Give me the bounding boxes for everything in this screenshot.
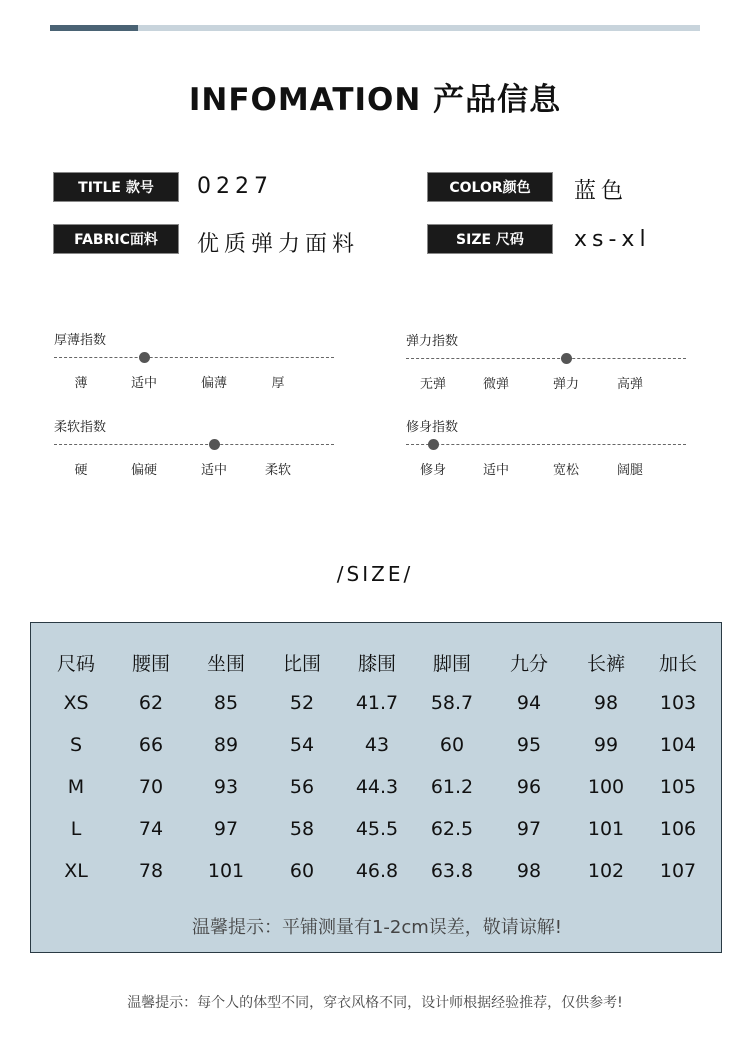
table-cell: 101 xyxy=(207,860,245,882)
table-cell: 99 xyxy=(593,734,619,756)
table-cell: 56 xyxy=(289,776,315,798)
table-cell: 58 xyxy=(289,818,315,840)
table-cell: 95 xyxy=(516,734,542,756)
table-cell: 62.5 xyxy=(430,818,474,840)
scale-label: 弹力指数 xyxy=(406,334,459,349)
table-header-cell: 长裤 xyxy=(586,653,625,675)
scale-label: 柔软指数 xyxy=(54,420,107,435)
table-cell: 44.3 xyxy=(355,776,399,798)
scale-option: 阔腿 xyxy=(616,463,643,478)
table-cell: 98 xyxy=(516,860,542,882)
table-cell: 96 xyxy=(516,776,542,798)
fabric-value: 优质弹力面料 xyxy=(197,232,360,257)
title-tag: TITLE 款号 xyxy=(54,173,178,201)
table-cell: 60 xyxy=(439,734,465,756)
table-cell: 45.5 xyxy=(355,818,399,840)
scale-label: 修身指数 xyxy=(406,420,459,435)
table-cell: 78 xyxy=(138,860,164,882)
table-cell: 63.8 xyxy=(430,860,474,882)
table-header-cell: 脚围 xyxy=(432,653,471,675)
table-cell: 94 xyxy=(516,692,542,714)
scale-indicator xyxy=(561,353,572,364)
table-cell: 43 xyxy=(364,734,390,756)
color-tag: COLOR颜色 xyxy=(428,173,552,201)
table-cell: M xyxy=(67,776,85,798)
scale-indicator xyxy=(139,352,150,363)
table-cell: 101 xyxy=(587,818,625,840)
scale-option: 宽松 xyxy=(552,463,579,478)
scale-option: 适中 xyxy=(482,463,509,478)
table-cell: 46.8 xyxy=(355,860,399,882)
top-accent-bar xyxy=(50,25,700,31)
scale-option: 适中 xyxy=(200,463,227,478)
table-header-cell: 九分 xyxy=(509,653,548,675)
table-cell: 74 xyxy=(138,818,164,840)
table-header-cell: 坐围 xyxy=(206,653,245,675)
top-accent-bar-dark xyxy=(50,25,138,31)
table-cell: 97 xyxy=(213,818,239,840)
scale-option: 高弹 xyxy=(616,377,643,392)
table-header-cell: 腰围 xyxy=(131,653,170,675)
scale-label: 厚薄指数 xyxy=(54,333,107,348)
table-cell: 98 xyxy=(593,692,619,714)
table-cell: 104 xyxy=(659,734,697,756)
scale-option: 弹力 xyxy=(552,377,579,392)
table-cell: 103 xyxy=(659,692,697,714)
table-cell: XL xyxy=(64,860,88,882)
table-cell: L xyxy=(70,818,82,840)
size-heading: /SIZE/ xyxy=(336,562,414,586)
table-cell: 41.7 xyxy=(355,692,399,714)
footer-note: 温馨提示：每个人的体型不同，穿衣风格不同，设计师根据经验推荐，仅供参考! xyxy=(127,995,623,1011)
table-cell: 100 xyxy=(587,776,625,798)
scale-option: 无弹 xyxy=(419,377,446,392)
scale-line xyxy=(406,358,686,359)
table-header-cell: 加长 xyxy=(658,653,697,675)
table-cell: 58.7 xyxy=(430,692,474,714)
table-cell: 102 xyxy=(587,860,625,882)
title-value: 0227 xyxy=(197,174,273,199)
scale-option: 偏硬 xyxy=(130,463,157,478)
table-cell: 93 xyxy=(213,776,239,798)
fabric-tag: FABRIC面料 xyxy=(54,225,178,253)
scale-option: 硬 xyxy=(74,463,88,478)
color-value: 蓝色 xyxy=(574,179,629,204)
table-cell: S xyxy=(69,734,83,756)
scale-option: 偏薄 xyxy=(200,376,227,391)
table-cell: 60 xyxy=(289,860,315,882)
table-cell: 54 xyxy=(289,734,315,756)
table-cell: 89 xyxy=(213,734,239,756)
table-cell: 105 xyxy=(659,776,697,798)
scale-indicator xyxy=(209,439,220,450)
table-cell: 70 xyxy=(138,776,164,798)
scale-line xyxy=(406,444,686,445)
size-table xyxy=(30,622,722,953)
scale-line xyxy=(54,444,334,445)
size-value: xs-xl xyxy=(574,227,651,252)
table-cell: 106 xyxy=(659,818,697,840)
table-cell: 61.2 xyxy=(430,776,474,798)
page-title: INFOMATION 产品信息 xyxy=(188,82,562,118)
table-cell: 107 xyxy=(659,860,697,882)
table-cell: 97 xyxy=(516,818,542,840)
scale-option: 修身 xyxy=(419,463,446,478)
table-cell: XS xyxy=(63,692,89,714)
table-note: 温馨提示：平铺测量有1-2cm误差，敬请谅解! xyxy=(191,917,563,938)
scale-option: 微弹 xyxy=(482,377,509,392)
scale-option: 柔软 xyxy=(264,463,291,478)
table-cell: 66 xyxy=(138,734,164,756)
size-tag: SIZE 尺码 xyxy=(428,225,552,253)
table-header-cell: 膝围 xyxy=(357,653,396,675)
table-cell: 62 xyxy=(138,692,164,714)
scale-option: 薄 xyxy=(74,376,88,391)
table-header-cell: 尺码 xyxy=(56,653,95,675)
table-cell: 85 xyxy=(213,692,239,714)
table-cell: 52 xyxy=(289,692,315,714)
scale-option: 厚 xyxy=(271,376,285,391)
scale-indicator xyxy=(428,439,439,450)
scale-option: 适中 xyxy=(130,376,157,391)
table-header-cell: 比围 xyxy=(282,653,321,675)
scale-line xyxy=(54,357,334,358)
